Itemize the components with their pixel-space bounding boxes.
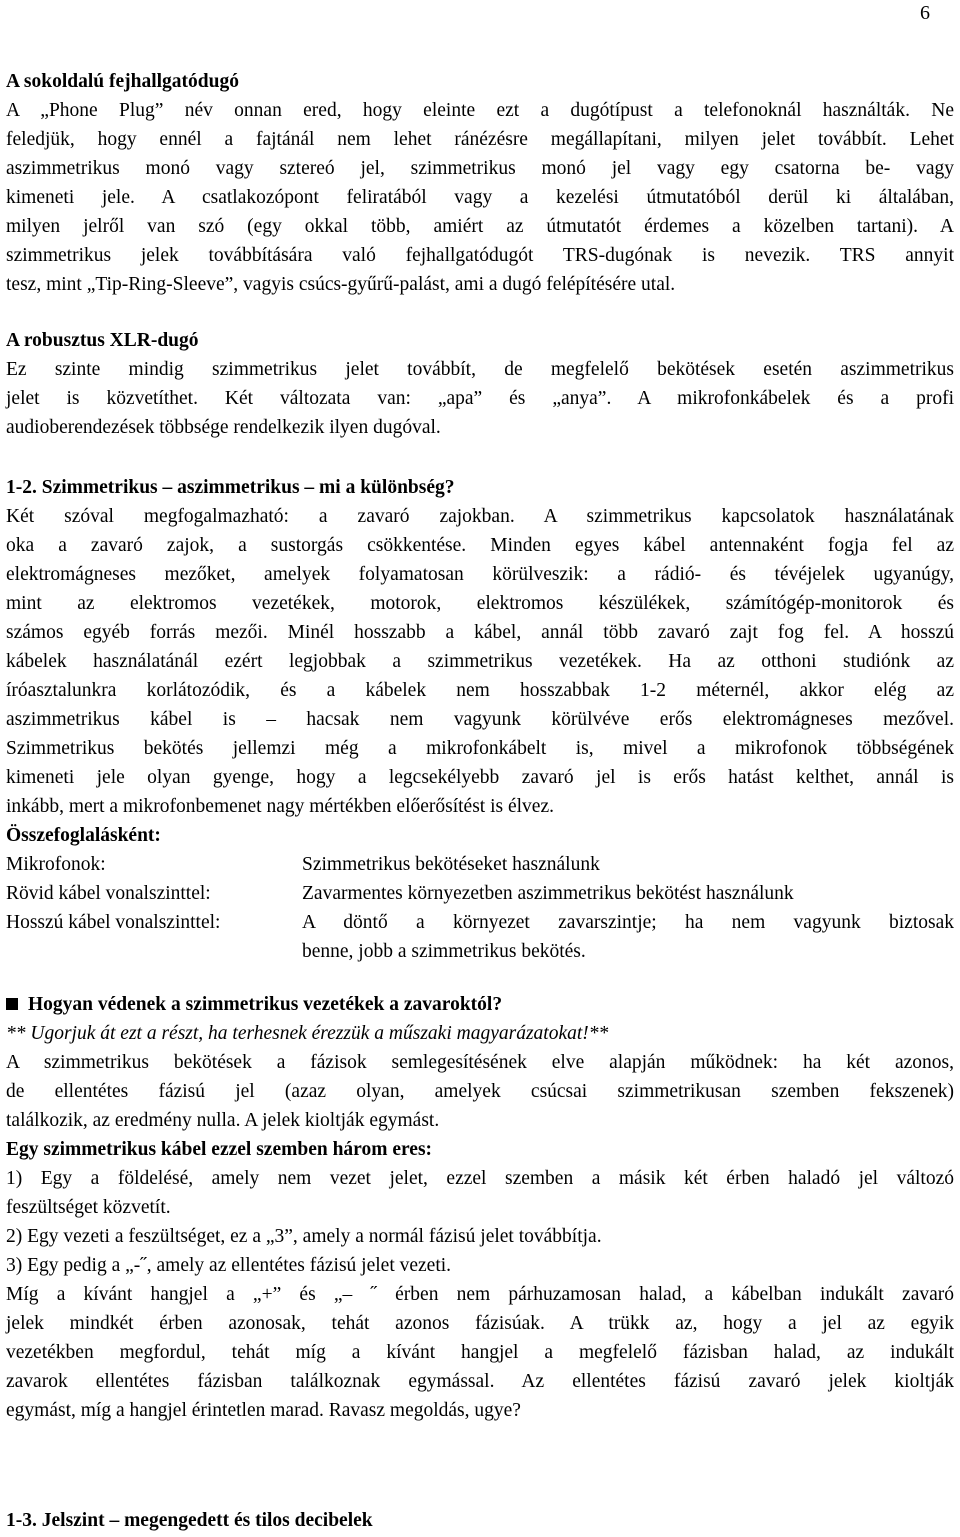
text-line: A szimmetrikus bekötések a fázisok semlegesítésének elve alapján működnek: ha két azonos, bbox=[6, 1052, 954, 1073]
summary-value: benne, jobb a szimmetrikus bekötés. bbox=[302, 941, 586, 962]
text-line: zavarok ellentétes fázisban találkoznak egymással. Az ellentétes fázisú zavaró jelek kioltják bbox=[6, 1371, 954, 1392]
section-title: A robusztus XLR-dugó bbox=[6, 330, 199, 351]
text-line: oka a zavaró zajok, a sustorgás csökkentése. Minden egyes kábel antennaként fogja fel az bbox=[6, 535, 954, 556]
text-line: egymást, míg a hangjel érintetlen marad. Ravasz megoldás, ugye? bbox=[6, 1400, 521, 1421]
section-xlr bbox=[6, 326, 954, 442]
text-line: kimeneti jele olyan gyenge, hogy a legcsekélyebb zavaró jel is erős hatást kelthet, annál is bbox=[6, 767, 954, 788]
text-line: jelek mindkét érben azonosak, tehát azonos fázisúak. A trükk az, hogy a jel az egyik bbox=[6, 1313, 954, 1334]
page-number: 6 bbox=[920, 2, 930, 24]
section-title: 1-2. Szimmetrikus – aszimmetrikus – mi a különbség? bbox=[6, 477, 455, 498]
section-levels bbox=[6, 1506, 954, 1535]
text-line: aszimmetrikus monó vagy sztereó jel, szimmetrikus monó jel vagy egy csatorna be- vagy bbox=[6, 158, 954, 179]
section-title bbox=[6, 990, 954, 1019]
summary-row bbox=[6, 908, 954, 937]
section-title-text: Hogyan védenek a szimmetrikus vezetékek a zavaroktól? bbox=[28, 994, 503, 1015]
text-line: jelet is közvetíthet. Két változata van: „apa” és „anya”. A mikrofonkábelek és a profi bbox=[6, 388, 954, 409]
summary-row-continued bbox=[6, 937, 954, 966]
text-line: aszimmetrikus kábel is – hacsak nem vagyunk körülvéve erős elektromágneses mezővel. bbox=[6, 709, 954, 730]
square-bullet-icon bbox=[6, 998, 18, 1010]
section-headphone-plug bbox=[6, 67, 954, 299]
text-line: elektromágneses mezőket, amelyek folyamatosan körülveszik: a rádió- és tévéjelek ugyanúgy, bbox=[6, 564, 954, 585]
section-title: A sokoldalú fejhallgatódugó bbox=[6, 71, 239, 92]
summary-label: Rövid kábel vonalszinttel: bbox=[6, 883, 211, 904]
text-line: Míg a kívánt hangjel a „+” és „– ˝ érben nem párhuzamosan halad, a kábelban indukált zavaró bbox=[6, 1284, 954, 1305]
text-line: szimmetrikus jelek továbbítására való fejhallgatódugót TRS-dugónak is nevezik. TRS annyit bbox=[6, 245, 954, 266]
text-line: A „Phone Plug” név onnan ered, hogy eleinte ezt a dugótípust a telefonoknál használták. Ne bbox=[6, 100, 954, 121]
summary-label: Mikrofonok: bbox=[6, 854, 106, 875]
text-line: milyen jelről van szó (egy okkal több, amiért az útmutatót érdemes a közelben tartani). A bbox=[6, 216, 954, 237]
text-line: számos egyéb forrás mezői. Minél hosszabb a kábel, annál több zavaró zajt fog fel. A hosszú bbox=[6, 622, 954, 643]
text-line: audioberendezések többsége rendelkezik ilyen dugóval. bbox=[6, 417, 441, 438]
list-item: 3) Egy pedig a „-˝, amely az ellentétes fázisú jelet vezeti. bbox=[6, 1255, 452, 1276]
text-line: kimeneti jele. A csatlakozópont feliratából vagy a kezelési útmutatóból derül ki általában, bbox=[6, 187, 954, 208]
text-line: Két szóval megfogalmazható: a zavaró zajokban. A szimmetrikus kapcsolatok használatának bbox=[6, 506, 954, 527]
text-line: de ellentétes fázisú jel (azaz olyan, amelyek csúcsai szimmetrikusan szemben fekszenek) bbox=[6, 1081, 954, 1102]
summary-label: Hosszú kábel vonalszinttel: bbox=[6, 912, 221, 933]
summary-value: A döntő a környezet zavarszintje; ha nem vagyunk biztosak bbox=[302, 912, 954, 933]
section-protection bbox=[6, 990, 954, 1425]
subtitle: Egy szimmetrikus kábel ezzel szemben három eres: bbox=[6, 1139, 433, 1160]
summary-value: Zavarmentes környezetben aszimmetrikus bekötést használunk bbox=[302, 883, 794, 904]
list-item: feszültséget közvetít. bbox=[6, 1197, 171, 1218]
text-line: íróasztalunkra korlátozódik, és a kábelek nem hosszabbak 1-2 méternél, akkor elég az bbox=[6, 680, 954, 701]
paragraph bbox=[6, 96, 954, 299]
summary-row bbox=[6, 879, 954, 908]
section-difference bbox=[6, 473, 954, 966]
text-line: mint az elektromos vezetékek, motorok, elektromos készülékek, számítógép-monitorok és bbox=[6, 593, 954, 614]
text-line: kábelek használatánál ezért legjobbak a szimmetrikus vezetékek. Ha az otthoni studiónk az bbox=[6, 651, 954, 672]
section-title: 1-3. Jelszint – megengedett és tilos decibelek bbox=[6, 1510, 373, 1531]
list-item: 2) Egy vezeti a feszültséget, ez a „3”, amely a normál fázisú jelet továbbítja. bbox=[6, 1226, 602, 1247]
note-text: ** Ugorjuk át ezt a részt, ha terhesnek érezzük a műszaki magyarázatokat!** bbox=[6, 1023, 609, 1044]
summary-row bbox=[6, 850, 954, 879]
summary-title: Összefoglalásként: bbox=[6, 825, 161, 846]
text-line: találkozik, az eredmény nulla. A jelek kioltják egymást. bbox=[6, 1110, 440, 1131]
summary-value: Szimmetrikus bekötéseket használunk bbox=[302, 854, 600, 875]
list-item: 1) Egy a földelésé, amely nem vezet jelet, ezzel szemben a másik két érben haladó jel változó bbox=[6, 1168, 954, 1189]
text-line: feledjük, hogy ennél a fajtánál nem lehet ránézésre megállapítani, milyen jelet továbbít. Lehet bbox=[6, 129, 954, 150]
text-line: Ez szinte mindig szimmetrikus jelet továbbít, de megfelelő bekötések esetén aszimmetrikus bbox=[6, 359, 954, 380]
text-line: vezetékben megfordul, tehát míg a kívánt hangjel a megfelelő fázisban halad, az indukált bbox=[6, 1342, 954, 1363]
text-line: Szimmetrikus bekötés jellemzi még a mikrofonkábelt is, mivel a mikrofonok többségének bbox=[6, 738, 954, 759]
text-line: tesz, mint „Tip-Ring-Sleeve”, vagyis csúcs-gyűrű-palást, ami a dugó felépítésére utal. bbox=[6, 274, 676, 295]
text-line: inkább, mert a mikrofonbemenet nagy mértékben előerősítést is élvez. bbox=[6, 796, 554, 817]
